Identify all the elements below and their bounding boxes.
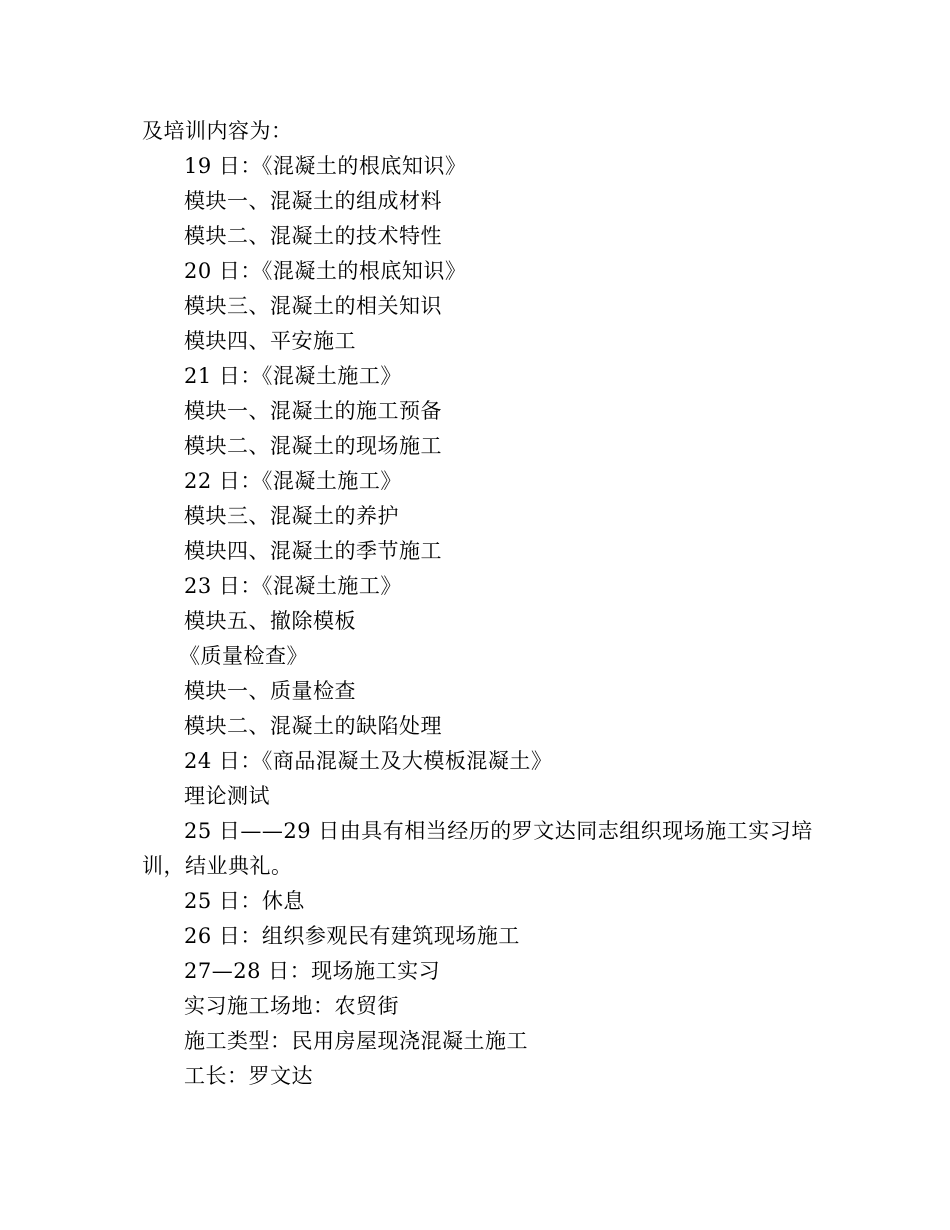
text-line: 模块一、混凝土的组成材料 [184, 189, 442, 213]
text-line: 工长：罗文达 [184, 1064, 313, 1088]
text-line: 施工类型：民用房屋现浇混凝土施工 [184, 1029, 528, 1053]
text-line: 及培训内容为： [142, 119, 293, 143]
text-line: 25 日——29 日由具有相当经历的罗文达同志组织现场施工实习培 [184, 819, 813, 843]
text-line: 模块二、混凝土的缺陷处理 [184, 714, 442, 738]
text-line: 24 日：《商品混凝土及大模板混凝土》 [184, 749, 553, 773]
text-line: 训，结业典礼。 [142, 854, 293, 878]
text-line: 26 日：组织参观民有建筑现场施工 [184, 924, 520, 948]
text-line: 23 日：《混凝土施工》 [184, 574, 402, 598]
text-line: 20 日：《混凝土的根底知识》 [184, 259, 467, 283]
text-line: 21 日：《混凝土施工》 [184, 364, 402, 388]
text-line: 实习施工场地：农贸街 [184, 994, 399, 1018]
text-line: 《质量检查》 [179, 644, 308, 668]
text-line: 19 日：《混凝土的根底知识》 [184, 154, 467, 178]
document-body [142, 114, 822, 1094]
text-line: 模块二、混凝土的技术特性 [184, 224, 442, 248]
text-line: 27—28 日：现场施工实习 [184, 959, 441, 983]
text-line: 25 日：休息 [184, 889, 305, 913]
text-line: 模块四、平安施工 [184, 329, 356, 353]
text-line: 22 日：《混凝土施工》 [184, 469, 402, 493]
text-line: 模块二、混凝土的现场施工 [184, 434, 442, 458]
text-line: 模块三、混凝土的养护 [184, 504, 399, 528]
text-line: 模块五、撤除模板 [184, 609, 356, 633]
text-line: 模块四、混凝土的季节施工 [184, 539, 442, 563]
text-line: 模块一、混凝土的施工预备 [184, 399, 442, 423]
text-line: 模块三、混凝土的相关知识 [184, 294, 442, 318]
text-line: 理论测试 [184, 784, 270, 808]
text-line: 模块一、质量检查 [184, 679, 356, 703]
